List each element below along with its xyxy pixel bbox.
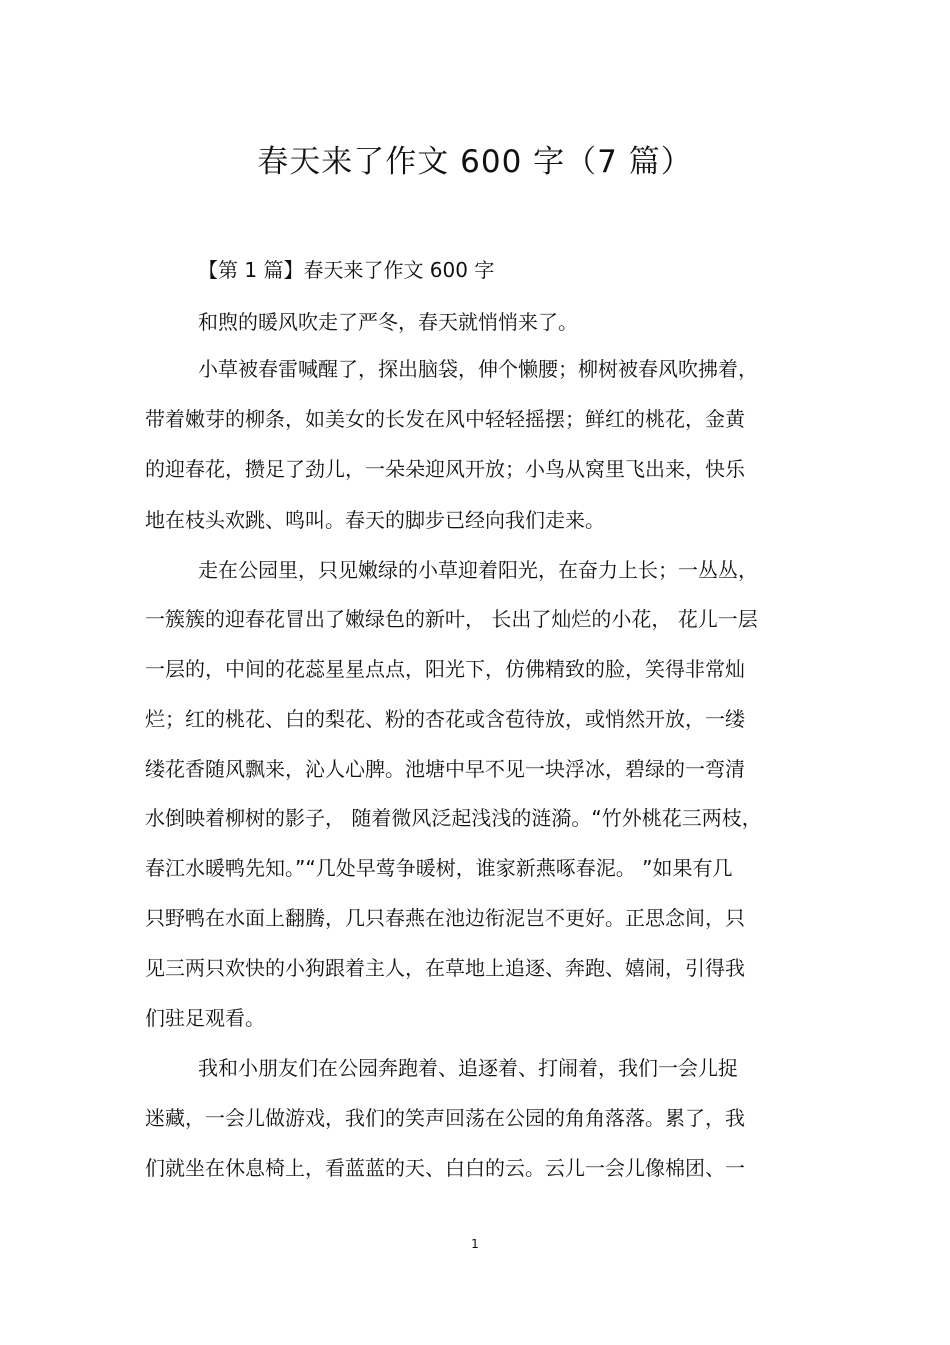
paragraph-line: 走在公园里，只见嫩绿的小草迎着阳光，在奋力上长；一丛丛， [198,558,758,582]
paragraph-line: 春江水暖鸭先知。”“几处早莺争暖树，谁家新燕啄春泥。 ”如果有几 [145,856,733,880]
paragraph-line: 见三两只欢快的小狗跟着主人，在草地上追逐、奔跑、嬉闹，引得我 [145,956,745,980]
paragraph-line: 一层的，中间的花蕊星星点点，阳光下，仿佛精致的脸，笑得非常灿 [145,657,745,681]
paragraph-line: 们驻足观看。 [145,1006,265,1030]
paragraph-line: 地在枝头欢跳、鸣叫。春天的脚步已经向我们走来。 [145,508,605,532]
paragraph-line: 缕花香随风飘来，沁人心脾。池塘中早不见一块浮冰，碧绿的一弯清 [145,757,745,781]
section-heading: 【第 1 篇】春天来了作文 600 字 [198,258,495,282]
document-title: 春天来了作文 600 字（7 篇） [257,144,693,180]
paragraph-line: 和煦的暖风吹走了严冬，春天就悄悄来了。 [198,310,578,334]
paragraph-line: 只野鸭在水面上翻腾，几只春燕在池边衔泥岂不更好。正思念间，只 [145,906,745,930]
paragraph-line: 迷藏，一会儿做游戏，我们的笑声回荡在公园的角角落落。累了，我 [145,1106,745,1130]
paragraph-line: 我和小朋友们在公园奔跑着、追逐着、打闹着，我们一会儿捉 [198,1056,738,1080]
page-number: 1 [471,1237,479,1251]
paragraph-line: 带着嫩芽的柳条，如美女的长发在风中轻轻摇摆；鲜红的桃花，金黄 [145,407,745,431]
paragraph-line: 小草被春雷喊醒了，探出脑袋，伸个懒腰；柳树被春风吹拂着， [198,357,758,381]
paragraph-line: 一簇簇的迎春花冒出了嫩绿色的新叶， 长出了灿烂的小花， 花儿一层 [145,607,758,631]
paragraph-line: 水倒映着柳树的影子， 随着微风泛起浅浅的涟漪。“竹外桃花三两枝， [145,806,762,830]
paragraph-line: 们就坐在休息椅上，看蓝蓝的天、白白的云。云儿一会儿像棉团、一 [145,1156,745,1180]
paragraph-line: 的迎春花，攒足了劲儿，一朵朵迎风开放；小鸟从窝里飞出来，快乐 [145,457,745,481]
paragraph-line: 烂；红的桃花、白的梨花、粉的杏花或含苞待放，或悄然开放，一缕 [145,707,745,731]
